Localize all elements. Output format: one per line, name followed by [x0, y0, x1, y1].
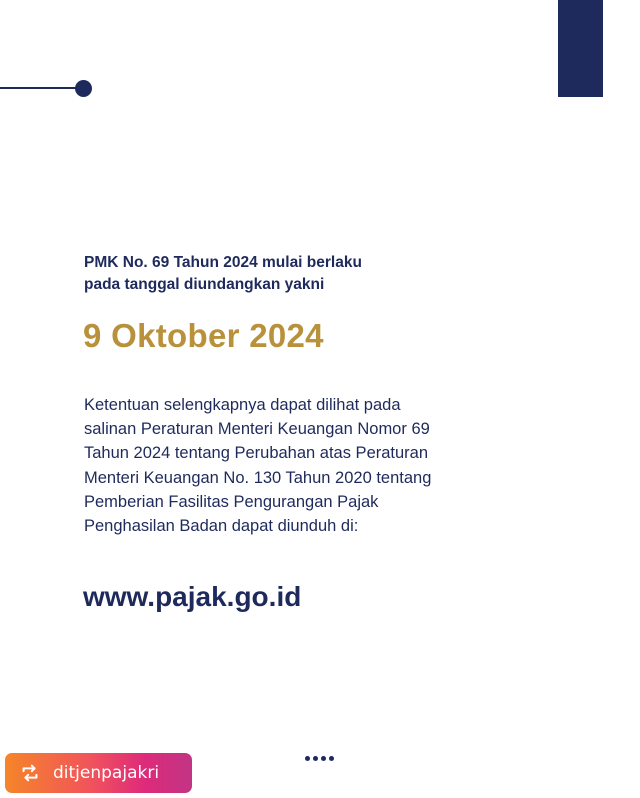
decorative-line	[0, 87, 84, 89]
intro-line: PMK No. 69 Tahun 2024 mulai berlaku	[84, 254, 362, 271]
dot	[313, 756, 318, 761]
body-paragraph	[84, 393, 554, 538]
dot	[329, 756, 334, 761]
repost-icon	[19, 762, 41, 784]
website-link[interactable]: www.pajak.go.id	[83, 581, 302, 612]
dot	[321, 756, 326, 761]
decorative-bar	[558, 0, 603, 97]
body-line: Tahun 2024 tentang Perubahan atas Peraturan	[84, 444, 429, 463]
body-line: Pemberian Fasilitas Pengurangan Pajak	[84, 492, 379, 511]
body-line: Penghasilan Badan dapat diunduh di:	[84, 517, 359, 536]
body-line: salinan Peraturan Menteri Keuangan Nomor 69	[84, 420, 430, 439]
body-line: Ketentuan selengkapnya dapat dilihat pada	[84, 396, 401, 414]
repost-badge[interactable]	[5, 753, 192, 793]
intro-line: pada tanggal diundangkan yakni	[84, 276, 325, 293]
body-line: Menteri Keuangan No. 130 Tahun 2020 tentang	[84, 468, 432, 487]
effective-date: 9 Oktober 2024	[83, 317, 324, 354]
more-dots-icon[interactable]	[305, 756, 334, 761]
dot	[305, 756, 310, 761]
intro-text	[84, 252, 524, 296]
decorative-dot	[75, 80, 92, 97]
repost-username: ditjenpajakri	[53, 763, 160, 783]
